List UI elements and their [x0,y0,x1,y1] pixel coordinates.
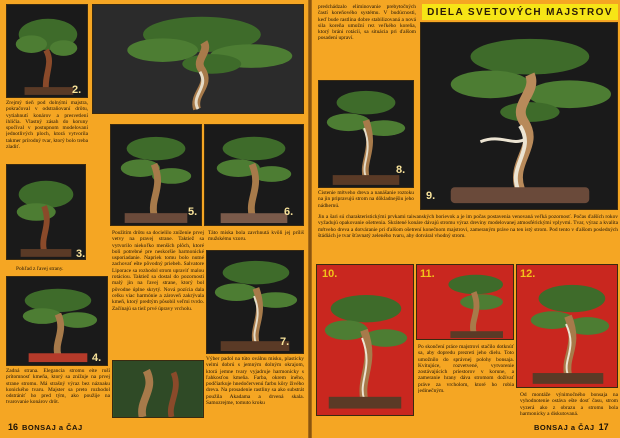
bonsai-illustration [421,23,617,209]
photo-12 [516,264,618,388]
left-footer [8,422,83,432]
body-text: Zadná strana. Elegancia stromu eite ruší prítomnosť kmeňa, ktorý sa znížuje na prvej strane stromu. Má strašný výraz bez náznaku konického tvaru. Majster sa preto rozhodol odstrániť ho pred tým, ako použije na tvarovanie konárov drôt. [6,368,110,406]
caption: Pohľad z ľavej strany. [16,266,64,272]
bonsai-illustration [93,5,303,113]
photo-number: 3. [76,248,86,260]
photo-number: 12. [520,268,536,280]
caption: Čistenie mŕtveho dreva a nanášanie roztoku na jin pripravujú strom na dôkladnejšiu jeho nádhernú. [318,190,414,209]
photo-1-large [92,4,304,114]
caption: Táto miska bola zavrhnutá kvôli jej príliš mužskému vzoru. [208,230,304,243]
photo-number: 5. [188,206,198,218]
body-text: Po skončení práce majstrovi stačilo dotknúť sa, aby dopredu prezreti jeho dielu. Toto umožnilo do správnej polohy bonsaja. Kvitujúce, rozvetvené, vytvorenie zostávajúcich priestorov v korune, a zameranie hrany dáva stromom dožívať práve za vrcholom, ktoré ho robia jedinečným. [418,344,514,395]
photo-9 [420,22,618,210]
body-text: Jin a šari sú charakteristickými prvkami taiwanských borievok a je im počas postavenia venovaná veľká pozornosť. Počas ďalších rokov vyžadujú opakovanie ošetrenia. Skrátené konáre dávajú stromu výraz dreviny modelovanej atmosférickými vplyvmi. Tvar, výraz a kvalita mŕtveho dreva a dotváranie pri ďalšom ošetrení konečnom majstrovi, zameraným práve na ten istý strom. Pod tento v ďalšom posledných štádiách je tvar šťavnatý zeleného tvaru, aby dotváral vhodný strom. [318,214,618,239]
body-text: Od montáže výnimočného bonsaja na vyhodnotenie ostáva ešte dosť času, strom vyzerá ako z obrazu a stromu bola harmonicky a diskutovaná. [520,392,618,417]
body-text: predchádzalo eliminovanie prebytočných častí koreňového systému. V budúcnosti, keď bude rastlina dobre stabilizovaná a nová sila koreňa umožní rez veľkého koreňa, ktorý bráni rotácii, sa situácia pri ďalšom posadení upraví. [318,4,416,42]
bonsai-illustration [113,361,203,417]
photo-number: 2. [72,84,82,96]
photo-10 [316,264,414,416]
right-footer [534,422,609,432]
photo-2 [6,164,86,260]
page-number: 16 [8,422,19,432]
spine [308,0,312,438]
photo-number: 8. [396,164,406,176]
magazine-name: BONSAJ a ČAJ [22,423,83,432]
bonsai-illustration [517,265,617,387]
body-text: Zrejmý tieň pod dolnými majstra, pokračoval v odstraňovaní drôtu, vytiahnutí konárov a presvetlení ihličia. Vlastný zásah do koruny spočíval v postupnom modelovaní jednotlivých ploch, ktorá vytvorila takmer prírodný tvar, ktorý bolo treba zladiť. [6,100,88,151]
photo-number: 10. [322,268,338,280]
section-title-band [422,4,618,20]
photo-number: 6. [284,206,294,218]
photo-number: 7. [280,336,290,348]
magazine-name: BONSAJ a ČAJ [534,423,595,432]
body-text: Výber padol na túto oválnu misku, plasticky velmi dobrú s jemným dolným okrajom, ktorá jemne tvary vyjadruje harmonicky s ľahkosťou kmeňa. Farba, okrem iného, podčiarkuje hnedočervenú farbu kôry živého dreva. Na prosadenie rastliny sa ako substrát použila Akadama a drvená skala. Samozrejme, tomuto kroku [206,356,304,407]
section-title: DIELA SVETOVÝCH MAJSTROV [427,6,613,18]
photo-number: 11. [420,268,435,280]
photo-number: 9. [426,190,436,202]
photo-6 [206,250,304,354]
page-number: 17 [598,422,609,432]
body-text: Použitím drôtu sa docielilo zníženie prvej vetvy na pravej strane. Taktiež sa vytvorilo niekoľko menších plôch, ktoré boli potrebné pre neskoršie harmonické usporiadanie. Napriek tomu bolo nutné zachovať ešte pôvodný priebeh. Salvatore Liporace sa rozhodol strom upraviť malou rotáciou. Taktiež sa dostal do pozornosti malý jin na ľavej strane, ktorý bol pôvodne úplne skrytý. Nová pozícia dala celku viac harmónie a zároveň zakrývala kmeň, ktorý predtým pôsobil veľmi tvrdo. Začínajú sa tiež prvé úpravy vrcholu. [112,230,204,312]
bonsai-illustration [7,165,85,259]
bonsai-illustration [317,265,413,415]
photo-detail [112,360,204,418]
photo-number: 4. [92,352,102,364]
